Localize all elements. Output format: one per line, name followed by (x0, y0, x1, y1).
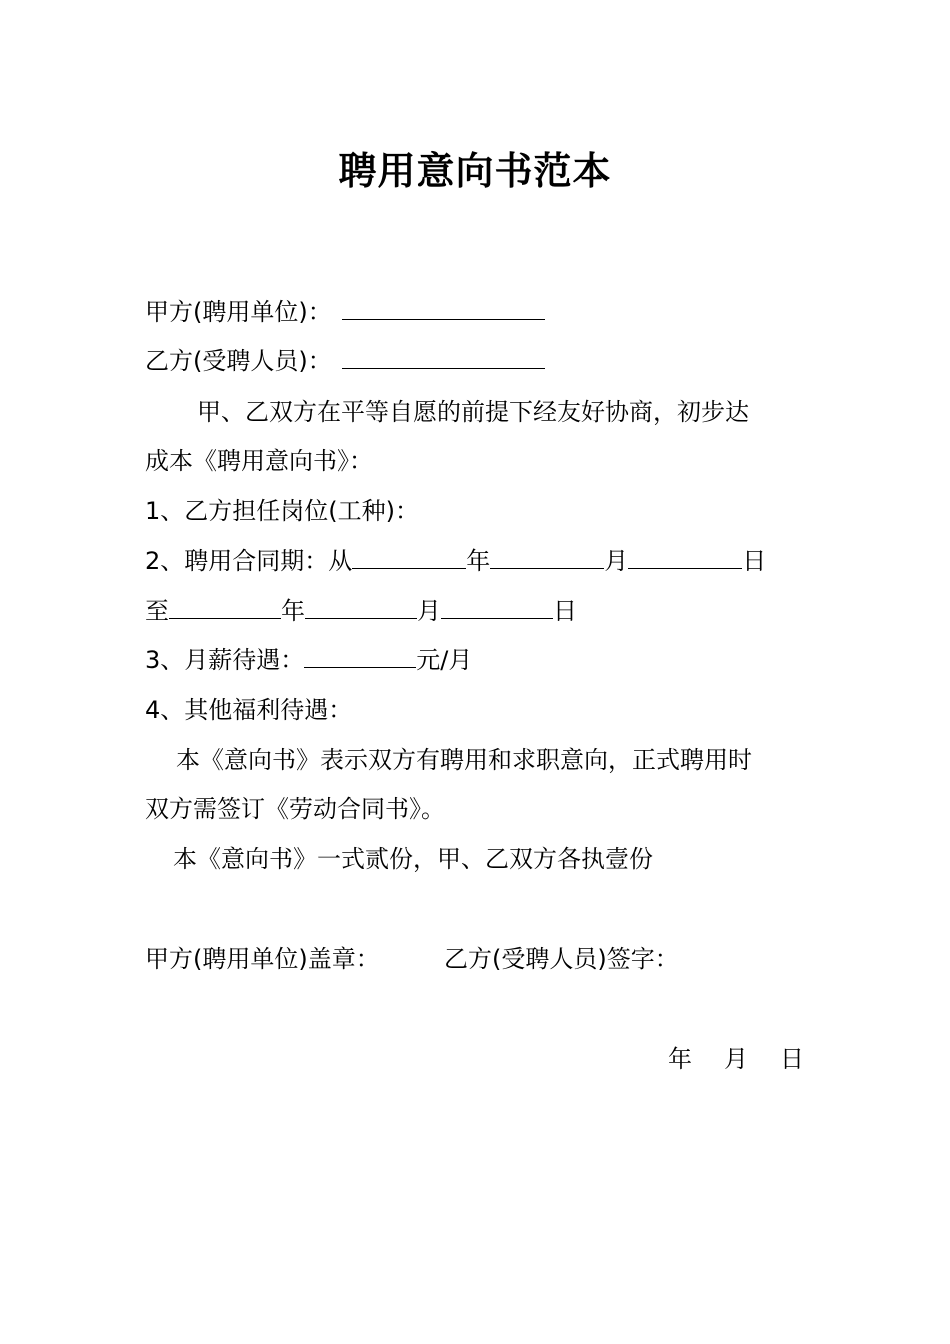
item-3-prefix: 3、月薪待遇： (145, 646, 305, 674)
start-year-label: 年 (466, 547, 491, 575)
intro-line-1: 甲、乙双方在平等自愿的前提下经友好协商，初步达 (197, 398, 749, 426)
note-line-1: 本《意向书》表示双方有聘用和求职意向，正式聘用时 (176, 746, 752, 774)
item-3-suffix: 元/月 (416, 646, 473, 674)
item-4: 4、其他福利待遇： (145, 696, 353, 724)
salary-blank[interactable] (304, 645, 416, 668)
party-b-line (145, 345, 545, 377)
start-year-blank[interactable] (352, 546, 466, 569)
start-day-label: 日 (742, 547, 767, 575)
end-month-label: 月 (417, 597, 441, 625)
item-1: 1、乙方担任岗位(工种)： (145, 497, 419, 525)
item-2-prefix: 2、聘用合同期：从 (145, 547, 353, 575)
start-day-blank[interactable] (628, 546, 742, 569)
date-day: 日 (780, 1045, 804, 1073)
end-month-blank[interactable] (305, 596, 417, 619)
end-year-label: 年 (281, 597, 305, 625)
signature-party-a: 甲方(聘用单位)盖章： (145, 945, 380, 973)
end-year-blank[interactable] (169, 596, 281, 619)
item-3 (145, 644, 472, 676)
item-2-line-2 (145, 595, 577, 627)
end-day-blank[interactable] (441, 596, 553, 619)
party-a-blank[interactable] (342, 297, 545, 320)
party-b-blank[interactable] (342, 346, 545, 369)
date-line (668, 1043, 804, 1075)
party-b-label: 乙方(受聘人员)： (145, 347, 332, 375)
start-month-blank[interactable] (490, 546, 604, 569)
party-a-line (145, 296, 545, 328)
item-2-line-1 (145, 545, 766, 577)
signature-party-b: 乙方(受聘人员)签字： (444, 945, 679, 973)
note-line-2: 双方需签订《劳动合同书》。 (145, 795, 445, 823)
end-day-label: 日 (553, 597, 577, 625)
date-month: 月 (724, 1045, 748, 1073)
party-a-label: 甲方(聘用单位)： (145, 298, 332, 326)
intro-line-2: 成本《聘用意向书》： (145, 447, 373, 475)
item-2-to: 至 (145, 597, 169, 625)
date-year: 年 (668, 1045, 692, 1073)
start-month-label: 月 (604, 547, 629, 575)
copies-line: 本《意向书》一式贰份，甲、乙双方各执壹份 (173, 845, 653, 873)
page-title: 聘用意向书范本 (338, 148, 612, 193)
